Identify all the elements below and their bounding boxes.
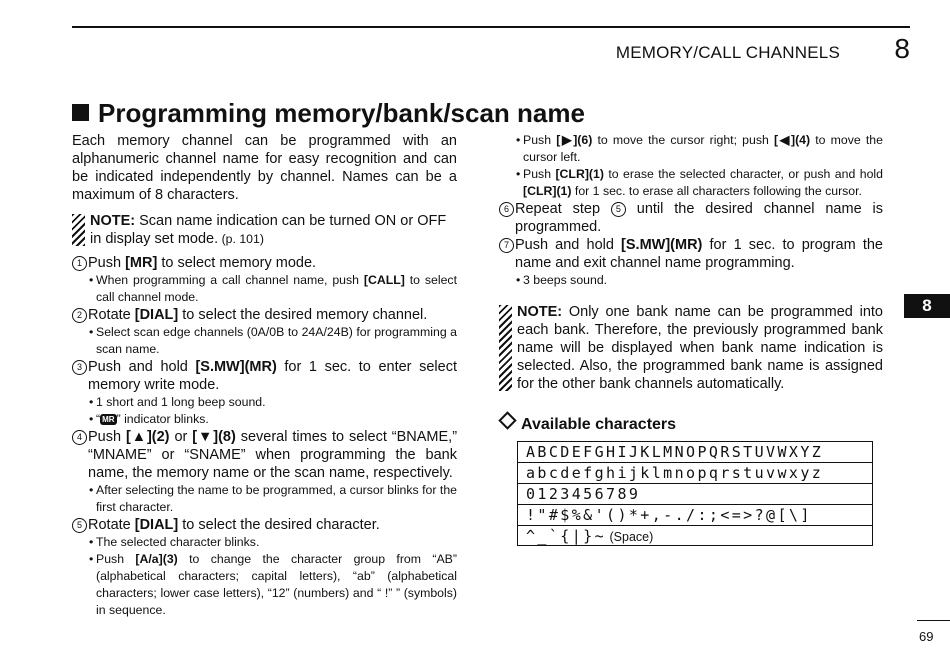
- text-run: several times to select “BNAME,” “MNAME” or “SNAME” when programming the bank name, the memory name or the scan name, respectively.: [88, 429, 458, 481]
- steps-list: [72, 254, 457, 619]
- intro-paragraph: Each memory channel can be programmed with an alphanumeric channel name for easy recognition and can be indicated independently by channel. Names can be a maximum of 8 characters.: [72, 133, 457, 203]
- bullet-item: [72, 482, 457, 516]
- note-label: NOTE:: [517, 304, 563, 320]
- char-row-lowercase: abcdefghijklmnopqrstuvwxyz: [518, 463, 872, 484]
- diamond-icon: [498, 411, 516, 429]
- key-label: [DIAL]: [134, 517, 179, 533]
- step-3: [72, 358, 457, 394]
- bullet-item: [499, 132, 883, 166]
- chapter-side-tab: 8: [904, 294, 950, 318]
- step-number: 3: [72, 360, 87, 375]
- key-label: [▶](6): [556, 133, 593, 147]
- note-label: NOTE:: [90, 213, 136, 229]
- key-label: [S.MW](MR): [195, 359, 277, 375]
- bullet-item: [72, 272, 457, 306]
- bullet-item: [72, 551, 457, 619]
- mr-indicator-icon: MR: [102, 415, 115, 424]
- text-run: or: [169, 429, 193, 445]
- bullet-item: [72, 394, 457, 411]
- text-run: to erase the selected character, or push and hold: [603, 167, 883, 181]
- key-label: [CLR](1): [523, 184, 572, 198]
- step-number: 1: [72, 256, 87, 271]
- step-number: 5: [72, 518, 87, 533]
- available-characters-heading: [499, 414, 676, 434]
- step-5: [72, 516, 457, 534]
- text-run: Rotate: [88, 307, 135, 323]
- step-ref-number: 5: [611, 202, 626, 217]
- char-row-symbols-2: [518, 526, 872, 546]
- text-run: to move the cursor right; push: [592, 133, 774, 147]
- text-run: to select memory mode.: [157, 255, 317, 271]
- note-bank-name: [499, 303, 883, 393]
- step-1: [72, 254, 457, 272]
- text-run: Push: [88, 255, 126, 271]
- text-run: ” indicator blinks.: [116, 412, 209, 426]
- step-number: 6: [499, 202, 514, 217]
- steps-list-continued: [499, 200, 883, 289]
- available-characters-title: Available characters: [521, 416, 677, 433]
- page-number: 69: [919, 629, 934, 644]
- text-run: to change the character group from “AB” (alphabetical characters; capital letters), “ab” (alphabetical characters; lower case letters), “12” (numbers) and “ !” ” (symbols) in sequence.: [96, 552, 457, 617]
- text-run: Rotate: [88, 517, 135, 533]
- step-number: 4: [72, 430, 87, 445]
- text-run: Repeat step: [515, 201, 611, 217]
- text-run: 1 short and 1 long beep sound.: [96, 395, 266, 409]
- section-title: MEMORY/CALL CHANNELS: [615, 43, 840, 62]
- step-7: [499, 236, 883, 272]
- text-run: for 1 sec. to erase all characters following the cursor.: [571, 184, 862, 198]
- text-run: “: [96, 412, 101, 426]
- bullet-item: [72, 324, 457, 358]
- right-column: [499, 132, 883, 393]
- header-rule: [72, 26, 910, 28]
- square-bullet-icon: [72, 104, 89, 121]
- key-label: [CALL]: [363, 273, 405, 287]
- left-column: [72, 132, 457, 619]
- note-display-set: [72, 212, 457, 248]
- key-label: [DIAL]: [134, 307, 179, 323]
- note-page-ref: (p. 101): [218, 232, 264, 246]
- text-run: to move the cursor left.: [523, 133, 883, 164]
- text-run: After selecting the name to be programmed, a cursor blinks for the first character.: [96, 483, 457, 514]
- text-run: The selected character blinks.: [96, 535, 260, 549]
- text-run: Select scan edge channels (0A/0B to 24A/24B) for programming a scan name.: [96, 325, 457, 356]
- text-run: to select the desired memory channel.: [178, 307, 428, 323]
- text-run: Push: [96, 552, 136, 566]
- text-run: until the desired channel name is programmed.: [515, 201, 883, 235]
- key-label: [A/a](3): [135, 552, 178, 566]
- step-4: [72, 428, 457, 482]
- char-row-capitals: ABCDEFGHIJKLMNOPQRSTUVWXYZ: [518, 442, 872, 463]
- text-run: Push and hold: [515, 237, 622, 253]
- text-run: When programming a call channel name, push: [96, 273, 364, 287]
- step-number: 2: [72, 308, 87, 323]
- key-label: [S.MW](MR): [621, 237, 703, 253]
- note-hatch-icon: [72, 214, 85, 246]
- key-label: [MR]: [125, 255, 158, 271]
- bullet-item: [72, 534, 457, 551]
- bullet-item: [72, 411, 457, 428]
- step-number: 7: [499, 238, 514, 253]
- text-run: Push: [523, 133, 557, 147]
- footer-rule: [917, 620, 950, 621]
- note-hatch-icon: [499, 305, 512, 391]
- key-label: [CLR](1): [555, 167, 604, 181]
- character-table: [517, 441, 873, 546]
- char-row-numbers: 0123456789: [518, 484, 872, 505]
- text-run: Push: [88, 429, 126, 445]
- text-run: for 1 sec. to program the name and exit channel name programming.: [515, 237, 883, 271]
- text-run: Push and hold: [88, 359, 196, 375]
- text-run: Push: [523, 167, 556, 181]
- char-row-symbols: !"#$%&'()*+,-./:;<=>?@[\]: [518, 505, 872, 526]
- heading-text: Programming memory/bank/scan name: [98, 98, 585, 128]
- bullet-item: [499, 272, 883, 289]
- bullet-item: [499, 166, 883, 200]
- page-heading: [72, 98, 585, 129]
- step-6: [499, 200, 883, 236]
- key-label: [▲](2): [125, 429, 170, 445]
- text-run: for 1 sec. to enter select memory write mode.: [88, 359, 457, 393]
- text-run: to select call channel mode.: [96, 273, 457, 304]
- note-text: Scan name indication can be turned ON or OFF in display set mode.: [90, 213, 447, 247]
- cursor-bullets: [499, 132, 883, 200]
- key-label: [▼](8): [192, 429, 236, 445]
- chapter-number: 8: [894, 33, 910, 64]
- char-row-symbols-2-text: ^_`{|}~: [526, 527, 607, 545]
- step-2: [72, 306, 457, 324]
- space-label: (Space): [606, 530, 654, 544]
- note-text: Only one bank name can be programmed into each bank. Therefore, the previously programmed bank name will be displayed when bank name indication is selected. Also, the programmed bank name is assigned for the other bank channels automatically.: [517, 304, 883, 392]
- key-label: [◀](4): [773, 133, 811, 147]
- text-run: 3 beeps sound.: [523, 273, 608, 287]
- text-run: to select the desired character.: [178, 517, 380, 533]
